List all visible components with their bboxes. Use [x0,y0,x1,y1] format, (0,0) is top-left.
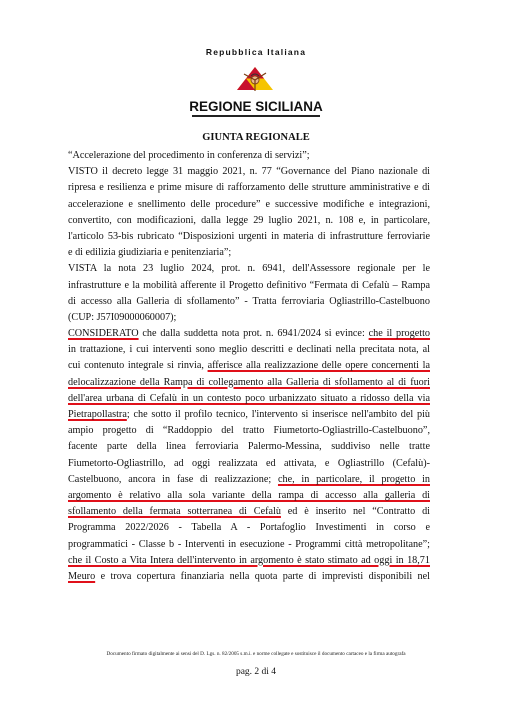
page-number: pag. 2 di 4 [235,667,277,677]
text-line [68,569,430,585]
underlined-text: argomento è relativo alla sola variante della rampa di accesso alla galleria di [68,489,430,501]
region-title: REGIONE SICILIANA [0,99,512,117]
plain-text: ed è inserito nel “Contratto di [280,506,430,518]
underlined-text: CONSIDERATO [68,328,139,340]
text-line [68,391,430,407]
text-line: programmatici - Classe b - Interventi in esecuzione - Programmi città metropolitane”; [68,538,430,550]
text-line: infrastrutture e la mobilità afferente il Progetto definitivo “Fermata di Cefalù – Rampa [68,279,430,291]
underlined-text: che il Costo a Vita Intera dell'intervento in argomento è stato stimato ad oggi in 18,71 [68,554,430,566]
text-line: e di edilizia giudiziaria e penitenziaria”; [68,247,232,259]
text-line: Programma 2022/2026 - Tabella A - Portafoglio Investimenti in corso e [68,522,430,534]
giunta-heading: GIUNTA REGIONALE [202,132,310,143]
plain-text: cui contenuto integrale si rinvia, [68,360,208,372]
underlined-text: afferisce alla realizzazione delle opere concernenti la [207,360,430,372]
text-line [68,407,430,423]
underlined-text: Pietrapollastra [68,409,127,420]
text-line: (CUP: J57I09000060007); [68,311,177,323]
text-line: di accesso alla Galleria di sfollamento” - Tratta ferroviaria Ogliastrillo-Castelbuono [68,295,430,307]
text-line: Fiumetorto-Ogliastrillo, ad oggi realizzata ed attivata, e Ogliastrillo (Cefalù)- [68,457,430,469]
document-body [68,148,430,585]
digital-signature-note: Documento firmato digitalmente ai sensi del D. Lgs. n. 82/2005 s.m.i. e norme collegate e sostituisce il documento cartaceo e la firma autografa [106,651,406,657]
text-line: l'articolo 53-bis rubricato “Disposizioni urgenti in materia di infrastrutture ferroviarie [68,230,430,242]
underlined-text: Meuro [68,570,96,582]
underlined-text: dell'area urbana di Cefalù in un contesto poco urbanizzato situato a ridosso della via [68,392,430,404]
underlined-text: che, in particolare, il progetto in [277,473,430,485]
text-line: VISTO il decreto legge 31 maggio 2021, n. 77 “Governance del Piano nazionale di [68,166,430,178]
region-title-rule [192,115,320,117]
text-line [68,358,430,374]
text-line [68,553,430,569]
plain-text: e trova copertura finanziaria nella quota parte di imprevisti disponibili nel [95,570,430,582]
text-line [68,375,430,391]
republic-heading: Repubblica Italiana [205,47,307,57]
underlined-text: delocalizzazione della Rampa di collegamento alla Galleria di sfollamento al di fuori [68,376,430,388]
underlined-text: che il progetto [368,328,431,340]
text-line [68,488,430,504]
text-line: “Accelerazione del procedimento in conferenza di servizi”; [68,150,310,161]
trinacria-emblem-icon [234,65,276,93]
text-line: accelerazione e snellimento delle procedure” e successive modifiche e integrazioni, [68,198,430,210]
underlined-text: sfollamento della fermata sotterranea di Cefalù [68,506,281,518]
text-line: facente parte della linea ferroviaria Palermo-Messina, suddiviso nelle tratte [68,441,430,453]
text-line [68,326,430,342]
text-line: VISTA la nota 23 luglio 2024, prot. n. 6941, dell'Assessore regionale per le [68,263,430,275]
text-line: convertito, con modificazioni, dalla legge 29 luglio 2021, n. 108 e, in particolare, [68,214,430,226]
text-line: ripresa e resilienza e prime misure di rafforzamento delle strutture amministrative e di [68,182,430,194]
plain-text: ; che sotto il profilo tecnico, l'intervento si inserisce nell'ambito del più [126,409,430,420]
text-line: in trattazione, i cui interventi sono meglio descritti e declinati nella precitata nota, al [68,344,430,356]
text-line [68,504,430,520]
text-line: ampio progetto di “Raddoppio del tratto Fiumetorto-Ogliastrillo-Castelbuono”, [68,425,430,437]
plain-text: che dalla suddetta nota prot. n. 6941/2024 si evince: [138,328,369,340]
text-line [68,472,430,488]
plain-text: Castelbuono, ancora in fase di realizzazione; [68,473,278,485]
